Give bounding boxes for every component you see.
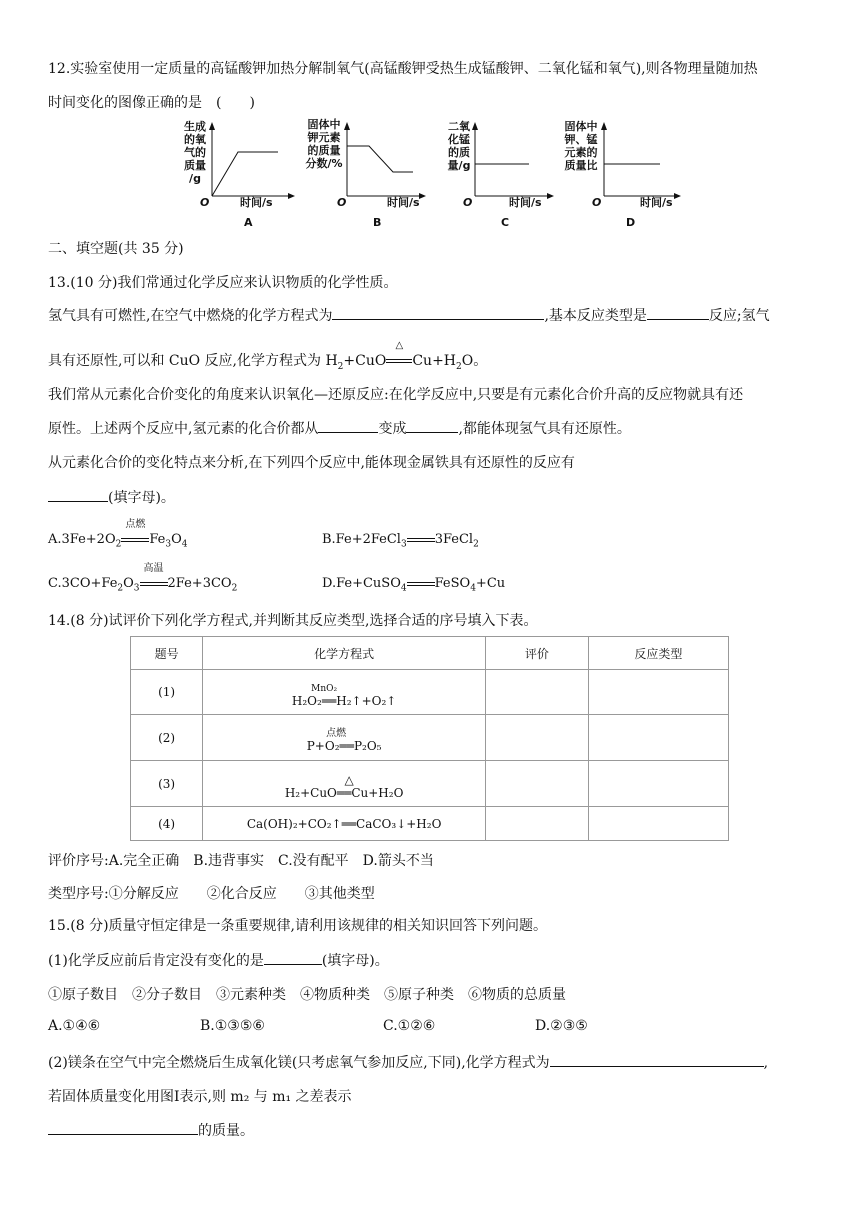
- q12-line1: 12.实验室使用一定质量的高锰酸钾加热分解制氧气(高锰酸钾受热生成锰酸钾、二氧化锰和氧气),则各物理量随加热: [48, 61, 758, 77]
- graph-d: 固体中 钾、锰 元素的 质量比 O 时间/s D: [560, 118, 685, 228]
- table-row: (1) MnO₂ H₂O₂══H₂↑+O₂↑: [131, 670, 729, 715]
- evaluation-cell[interactable]: [486, 670, 589, 715]
- q13-option-b: B.Fe+2FeCl$_3$ 3FeCl$_2$: [322, 532, 479, 550]
- q13-line5: 从元素化合价的变化特点来分析,在下列四个反应中,能体现金属铁具有还原性的反应有: [48, 455, 575, 471]
- q15-line3: 若固体质量变化用图Ⅰ表示,则 m₂ 与 m₁ 之差表示: [48, 1089, 352, 1105]
- q15-head: 15.(8 分)质量守恒定律是一条重要规律,请利用该规律的相关知识回答下列问题。: [48, 918, 547, 934]
- blank-equation: [332, 305, 544, 320]
- table-row: (2) 点燃 P+O₂══P₂O₅: [131, 715, 729, 761]
- equation-cell: MnO₂ H₂O₂══H₂↑+O₂↑: [203, 670, 486, 715]
- evaluation-cell[interactable]: [486, 761, 589, 807]
- q15-option-b: B.①③⑤⑥: [200, 1018, 265, 1034]
- q13-line3: 我们常从元素化合价变化的角度来认识氧化—还原反应:在化学反应中,只要是有元素化合价升高的反应物就具有还: [48, 387, 744, 403]
- q15-line1: (1)化学反应前后肯定没有变化的是 (填字母)。: [48, 950, 389, 970]
- table-row: (4) Ca(OH)₂+CO₂↑══CaCO₃↓+H₂O: [131, 807, 729, 841]
- q15-line4: 的质量。: [48, 1120, 254, 1140]
- q13-head: 13.(10 分)我们常通过化学反应来认识物质的化学性质。: [48, 275, 398, 291]
- graph-a-plot: [180, 118, 295, 228]
- header-equation: 化学方程式: [203, 637, 486, 670]
- graph-b-letter: B: [373, 216, 382, 229]
- graph-d-letter: D: [626, 216, 636, 229]
- q15-option-c: C.①②⑥: [383, 1018, 436, 1034]
- blank-from: [318, 418, 378, 433]
- table-header-row: [131, 637, 729, 670]
- q14-head: 14.(8 分)试评价下列化学方程式,并判断其反应类型,选择合适的序号填入下表。: [48, 613, 538, 629]
- header-type: 反应类型: [588, 637, 728, 670]
- type-cell[interactable]: [588, 807, 728, 841]
- blank-letters: [48, 487, 108, 502]
- evaluation-cell[interactable]: [486, 715, 589, 761]
- section-heading: 二、填空题(共 35 分): [48, 241, 184, 257]
- q13-line6: (填字母)。: [48, 487, 175, 507]
- type-cell[interactable]: [588, 715, 728, 761]
- graph-b: 固体中 钾元素 的质量 分数/% O 时间/s B: [303, 118, 428, 228]
- q15-option-d: D.②③⑤: [535, 1018, 588, 1034]
- graph-b-plot: [303, 118, 428, 228]
- evaluation-table: [130, 636, 729, 841]
- q14-eval-key: 评价序号:A.完全正确 B.违背事实 C.没有配平 D.箭头不当: [48, 853, 434, 869]
- evaluation-cell[interactable]: [486, 807, 589, 841]
- equation-cell: △ H₂+CuO══Cu+H₂O: [203, 761, 486, 807]
- equation-cell: 点燃 P+O₂══P₂O₅: [203, 715, 486, 761]
- blank-mass: [48, 1120, 198, 1135]
- graph-a: 生成 的氧 气的 质量 /g O 时间/s A: [180, 118, 295, 228]
- q13-option-a: $A.3Fe+2O_2$ 点燃 $Fe_3O_4$: [48, 519, 188, 550]
- header-no: 题号: [131, 637, 203, 670]
- blank-to: [406, 418, 458, 433]
- q13-line1: 氢气具有可燃性,在空气中燃烧的化学方程式为 ,基本反应类型是 反应;氢气: [48, 305, 770, 325]
- graph-c-letter: C: [501, 216, 510, 229]
- q15-option-a: A.①④⑥: [48, 1018, 101, 1034]
- graph-c: 二氧 化锰 的质 量/g O 时间/s C: [445, 118, 560, 228]
- graph-d-plot: [560, 118, 685, 228]
- graph-c-plot: [445, 118, 560, 228]
- graph-a-letter: A: [244, 216, 253, 229]
- equation-cell: Ca(OH)₂+CO₂↑══CaCO₃↓+H₂O: [203, 807, 486, 841]
- q13-option-d: D.Fe+CuSO$_4$ FeSO$_4$+Cu: [322, 576, 506, 594]
- table-row: (3) △ H₂+CuO══Cu+H₂O: [131, 761, 729, 807]
- q13-line4: 原性。上述两个反应中,氢元素的化合价都从 变成 ,都能体现氢气具有还原性。: [48, 418, 631, 438]
- q13-line2: 具有还原性,可以和 CuO 反应,化学方程式为 $H_2+CuO$ △ $Cu+H_2O$。: [48, 340, 488, 372]
- header-evaluation: 评价: [486, 637, 589, 670]
- q14-type-key: 类型序号:①分解反应 ②化合反应 ③其他类型: [48, 886, 375, 902]
- blank-answer: [264, 950, 322, 965]
- q15-items: ①原子数目 ②分子数目 ③元素种类 ④物质种类 ⑤原子种类 ⑥物质的总质量: [48, 987, 566, 1003]
- type-cell[interactable]: [588, 761, 728, 807]
- q15-line2: (2)镁条在空气中完全燃烧后生成氧化镁(只考虑氧气参加反应,下同),化学方程式为 ,: [48, 1052, 768, 1072]
- q12-line2: 时间变化的图像正确的是 ( ): [48, 95, 255, 111]
- type-cell[interactable]: [588, 670, 728, 715]
- blank-type: [647, 305, 709, 320]
- blank-mg-equation: [550, 1052, 764, 1067]
- q13-option-c: $C.3CO+Fe_2O_3$ 高温 $2Fe+3CO_2$: [48, 563, 238, 594]
